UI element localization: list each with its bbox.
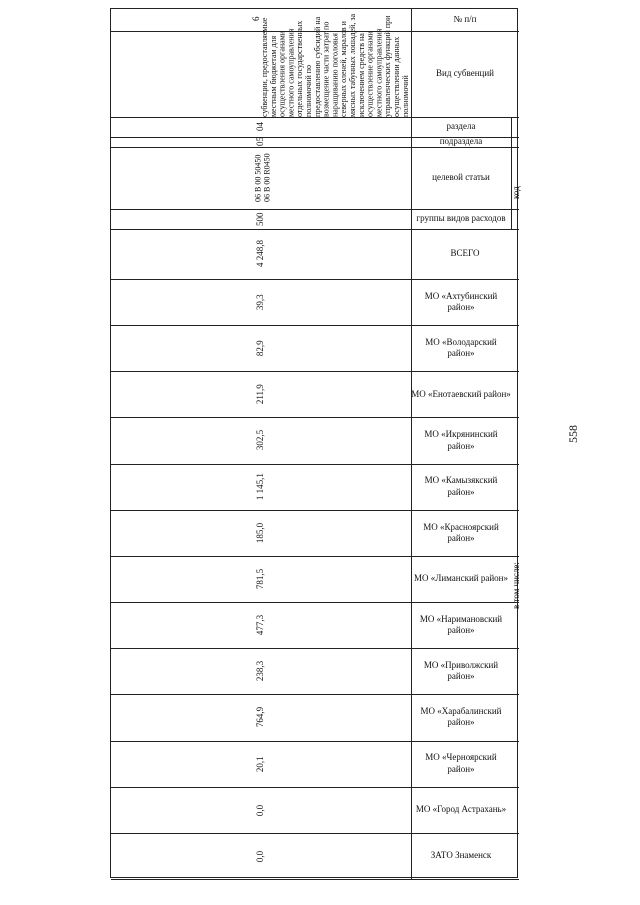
header-in-particular-label: в том числе: (511, 562, 521, 609)
municipality-name: МО «Володарский район» (425, 336, 497, 359)
municipality-value: 302,5 (255, 430, 266, 451)
row-description: субвенции, предоставляемые местным бюджетам для осуществления органами местного самоуправления отдельных государственных полномочий по предоставлению субсидий на возмещение части затрат по наращиванию поголовья северных оленей, маралов и мясных табунных лошадей, за исключением средств на осуществление органами местного самоуправления управленческих функций при осуществлении данных полномочий (260, 13, 410, 117)
municipality-value: 185,0 (255, 522, 266, 543)
header-razdel: раздела (446, 121, 476, 132)
header-gruppy: группы видов расходов (416, 213, 506, 224)
header-podrazdel: подраздела (439, 136, 483, 147)
municipality-name: МО «Икрянинский район» (424, 429, 498, 451)
header-celevaya: целевой статьи (432, 172, 490, 183)
municipality-name: МО «Енотаевский район» (411, 388, 511, 399)
municipality-name: МО «Наримановский район» (419, 613, 503, 636)
row-vsego: 4 248,8 (255, 240, 266, 268)
municipality-value: 39,3 (255, 294, 266, 310)
municipality-name: ЗАТО Знаменск (430, 850, 492, 861)
municipality-name: МО «Лиманский район» (414, 573, 508, 584)
municipality-name: МО «Красноярский район» (423, 521, 499, 543)
subsidy-table (110, 8, 521, 878)
header-subsidy-type: Вид субвенций (436, 68, 494, 79)
municipality-name: МО «Черноярский район» (425, 752, 497, 774)
municipality-name: МО «Харабалинский район» (420, 706, 502, 728)
municipality-value: 0,0 (255, 804, 266, 816)
horizontal-rule (111, 879, 519, 880)
municipality-value: 1 145,1 (255, 473, 266, 501)
municipality-value: 82,9 (255, 340, 266, 357)
header-vsego: ВСЕГО (450, 248, 480, 259)
row-razdel: 04 (255, 122, 266, 132)
row-podrazdel: 05 (255, 137, 266, 147)
municipality-value: 211,9 (255, 384, 266, 405)
header-num: № п/п (453, 14, 477, 25)
row-gruppy: 500 (255, 212, 266, 226)
municipality-value: 477,3 (255, 615, 266, 636)
municipality-value: 20,1 (255, 755, 266, 772)
municipality-name: МО «Камызякский район» (424, 475, 498, 497)
row-num: 6 (251, 16, 262, 22)
municipality-value: 764,9 (255, 707, 266, 728)
municipality-name: МО «Приволжский район» (423, 660, 499, 682)
header-code-label: код (511, 186, 521, 199)
municipality-value: 781,5 (255, 568, 266, 590)
row-celevaya: 06 В 00 50450 06 В 00 R0450 (253, 153, 272, 203)
page-number: 558 (566, 425, 580, 443)
municipality-name: МО «Ахтубинский район» (424, 290, 498, 313)
municipality-name: МО «Город Астрахань» (415, 804, 507, 815)
municipality-value: 0,0 (255, 850, 266, 862)
municipality-value: 238,3 (255, 661, 266, 682)
